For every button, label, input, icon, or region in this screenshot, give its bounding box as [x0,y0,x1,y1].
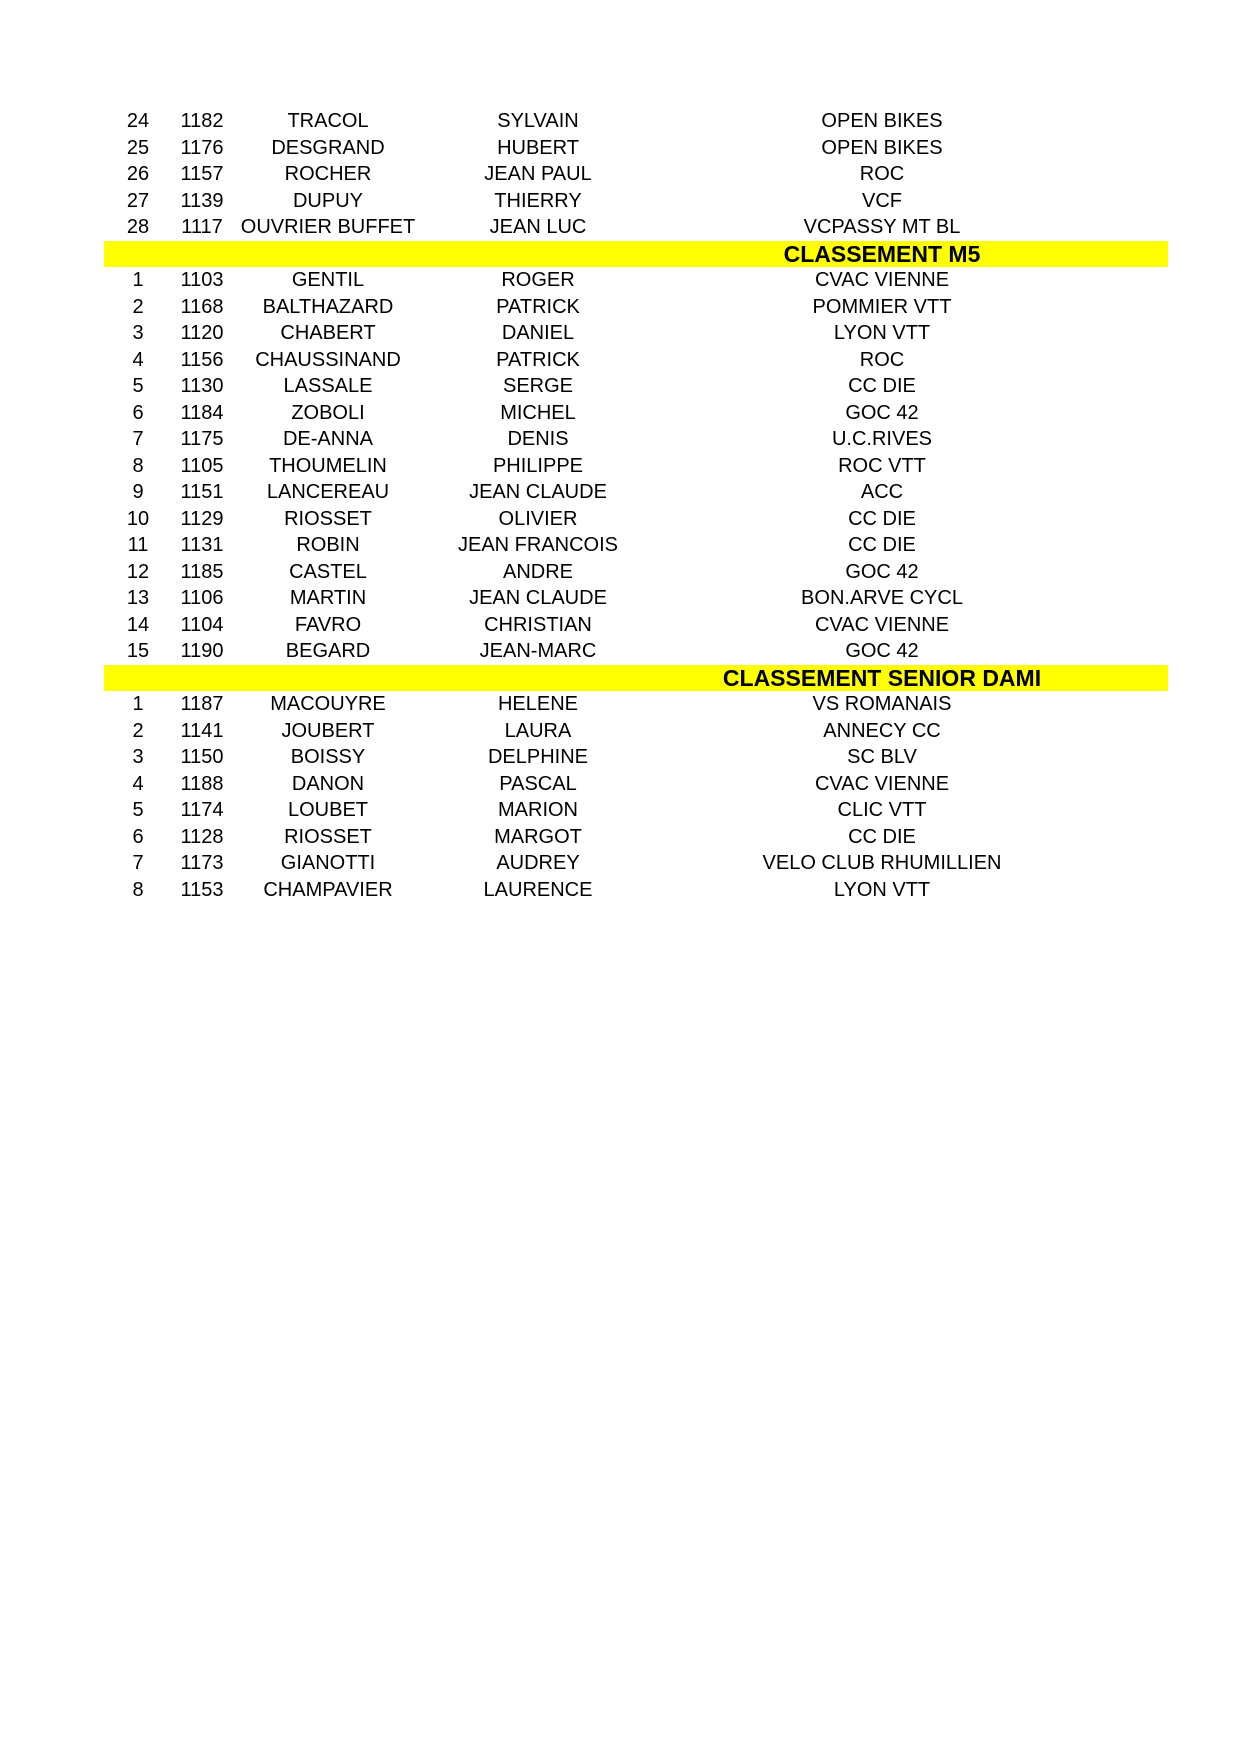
bib-number-cell: 1141 [180,719,224,742]
first-name-cell: ANDRE [502,560,573,583]
bib-number-cell: 1187 [180,693,224,715]
first-name-cell: HELENE [497,693,579,715]
last-name-cell: ROCHER [284,163,372,185]
bib-number-cell: 1150 [180,746,224,768]
rank-cell: 12 [126,560,150,583]
last-name-cell: FAVRO [294,613,362,636]
last-name-cell: MACOUYRE [270,693,386,715]
first-name-cell: SERGE [502,375,574,397]
first-name-cell: MICHEL [500,401,576,424]
club-cell: CVAC VIENNE [814,772,950,795]
first-name-cell: JEAN-MARC [479,640,597,662]
club-cell: CC DIE [848,825,916,848]
last-name-cell: TRACOL [287,110,369,132]
last-name-cell: RIOSSET [284,507,372,530]
table-row [104,479,1168,506]
rank-cell: 10 [126,507,150,530]
rank-cell: 2 [132,719,144,742]
table-row [104,400,1168,427]
first-name-cell: LAURENCE [483,878,593,901]
first-name-cell: JEAN PAUL [484,163,592,185]
last-name-cell: DANON [291,772,365,795]
rank-cell: 13 [126,587,150,609]
bib-number-cell: 1188 [180,772,224,795]
first-name-cell: OLIVIER [498,507,578,530]
last-name-cell: LOUBET [287,799,369,821]
last-name-cell: CHAMPAVIER [263,878,393,901]
first-name-cell: PASCAL [499,772,577,795]
rank-cell: 3 [132,322,144,344]
bib-number-cell: 1153 [180,878,224,901]
rank-cell: 1 [132,269,144,291]
club-cell: LYON VTT [833,878,931,901]
club-cell: ROC [859,348,905,371]
table-row [104,771,1168,798]
last-name-cell: ZOBOLI [291,401,365,424]
bib-number-cell: 1156 [180,348,224,371]
first-name-cell: CHRISTIAN [484,613,592,636]
club-cell: LYON VTT [833,322,931,344]
table-row [104,850,1168,877]
rank-cell: 3 [132,746,144,768]
rank-cell: 9 [132,481,144,503]
table-row [104,347,1168,374]
last-name-cell: CASTEL [289,560,367,583]
first-name-cell: DANIEL [501,322,575,344]
club-cell: GOC 42 [845,401,919,424]
club-cell: ROC VTT [838,454,926,477]
bib-number-cell: 1105 [180,454,224,477]
first-name-cell: MARION [498,799,578,821]
table-row [104,824,1168,851]
club-cell: CVAC VIENNE [814,269,950,291]
rank-cell: 28 [126,216,150,238]
rank-cell: 8 [132,878,144,901]
bib-number-cell: 1173 [180,852,224,874]
club-cell: VCPASSY MT BL [803,216,961,238]
bib-number-cell: 1157 [180,163,224,185]
table-row [104,373,1168,400]
last-name-cell: MARTIN [289,587,367,609]
rank-cell: 26 [126,163,150,185]
table-row [104,426,1168,453]
rank-cell: 7 [132,428,144,450]
bib-number-cell: 1190 [180,640,224,662]
club-cell: CVAC VIENNE [814,613,950,636]
section-title: CLASSEMENT M5 [783,240,981,267]
club-cell: OPEN BIKES [821,136,943,159]
section-header-band [104,241,1168,268]
club-cell: VS ROMANAIS [812,693,952,715]
table-row [104,612,1168,639]
first-name-cell: PATRICK [496,295,580,318]
club-cell: CC DIE [848,507,916,530]
first-name-cell: SYLVAIN [497,110,579,132]
club-cell: U.C.RIVES [831,428,933,450]
bib-number-cell: 1130 [180,375,224,397]
club-cell: GOC 42 [845,560,919,583]
last-name-cell: DUPUY [292,189,363,212]
club-cell: VCF [862,189,902,212]
last-name-cell: LASSALE [283,375,373,397]
table-row [104,559,1168,586]
rank-cell: 2 [132,295,144,318]
table-row [104,188,1168,215]
bib-number-cell: 1174 [180,799,224,821]
first-name-cell: LAURA [504,719,572,742]
rank-cell: 8 [132,454,144,477]
table-row [104,585,1168,612]
last-name-cell: GIANOTTI [280,852,376,874]
bib-number-cell: 1139 [180,189,224,212]
rank-cell: 6 [132,401,144,424]
club-cell: OPEN BIKES [821,110,943,132]
club-cell: ACC [860,481,904,503]
last-name-cell: DE-ANNA [282,428,373,450]
last-name-cell: CHABERT [280,322,376,344]
table-row [104,108,1168,135]
table-row [104,691,1168,718]
rank-cell: 4 [132,772,144,795]
club-cell: POMMIER VTT [812,295,952,318]
rank-cell: 11 [127,534,149,556]
last-name-cell: LANCEREAU [266,481,390,503]
rank-cell: 27 [126,189,150,212]
section-title: CLASSEMENT SENIOR DAMI [722,664,1042,691]
rank-cell: 14 [126,613,150,636]
club-cell: ROC [859,163,905,185]
last-name-cell: THOUMELIN [269,454,387,477]
club-cell: ANNECY CC [823,719,941,742]
bib-number-cell: 1151 [180,481,224,503]
rank-cell: 15 [126,640,150,662]
last-name-cell: ROBIN [296,534,360,556]
last-name-cell: BEGARD [285,640,371,662]
section-header-band [104,665,1168,692]
table-row [104,453,1168,480]
first-name-cell: PATRICK [496,348,580,371]
last-name-cell: GENTIL [291,269,365,291]
first-name-cell: DENIS [507,428,569,450]
bib-number-cell: 1185 [180,560,224,583]
bib-number-cell: 1129 [180,507,224,530]
first-name-cell: DELPHINE [487,746,589,768]
table-row [104,294,1168,321]
bib-number-cell: 1104 [180,613,224,636]
rank-cell: 6 [132,825,144,848]
club-cell: GOC 42 [845,640,919,662]
rank-cell: 24 [126,110,150,132]
last-name-cell: JOUBERT [281,719,375,742]
rank-cell: 1 [132,693,144,715]
bib-number-cell: 1175 [180,428,224,450]
bib-number-cell: 1176 [180,136,224,159]
first-name-cell: AUDREY [496,852,580,874]
table-row [104,320,1168,347]
bib-number-cell: 1117 [181,216,223,238]
table-row [104,532,1168,559]
club-cell: BON.ARVE CYCL [801,587,963,609]
rank-cell: 4 [132,348,144,371]
club-cell: CLIC VTT [837,799,927,821]
first-name-cell: PHILIPPE [492,454,584,477]
table-row [104,797,1168,824]
bib-number-cell: 1131 [180,534,224,556]
table-row [104,718,1168,745]
bib-number-cell: 1128 [180,825,224,848]
rank-cell: 7 [132,852,144,874]
table-row [104,267,1168,294]
table-row [104,161,1168,188]
last-name-cell: CHAUSSINAND [255,348,401,371]
first-name-cell: JEAN CLAUDE [469,481,607,503]
club-cell: SC BLV [847,746,917,768]
first-name-cell: MARGOT [494,825,582,848]
bib-number-cell: 1168 [180,295,224,318]
bib-number-cell: 1182 [180,110,224,132]
table-row [104,638,1168,665]
table-row [104,744,1168,771]
results-sheet [104,108,1168,903]
last-name-cell: OUVRIER BUFFET [240,216,416,238]
rank-cell: 5 [132,799,144,821]
rank-cell: 25 [126,136,150,159]
table-row [104,214,1168,241]
bib-number-cell: 1103 [180,269,224,291]
first-name-cell: ROGER [501,269,575,291]
table-row [104,135,1168,162]
first-name-cell: HUBERT [497,136,579,159]
table-row [104,506,1168,533]
rank-cell: 5 [132,375,144,397]
bib-number-cell: 1184 [180,401,224,424]
bib-number-cell: 1120 [180,322,224,344]
last-name-cell: BOISSY [290,746,366,768]
club-cell: CC DIE [848,375,916,397]
table-row [104,877,1168,904]
first-name-cell: JEAN CLAUDE [469,587,607,609]
first-name-cell: JEAN LUC [489,216,587,238]
last-name-cell: RIOSSET [284,825,372,848]
club-cell: CC DIE [848,534,916,556]
bib-number-cell: 1106 [180,587,224,609]
first-name-cell: JEAN FRANCOIS [457,534,619,556]
last-name-cell: BALTHAZARD [262,295,394,318]
first-name-cell: THIERRY [494,189,582,212]
last-name-cell: DESGRAND [271,136,385,159]
club-cell: VELO CLUB RHUMILLIEN [762,852,1002,874]
